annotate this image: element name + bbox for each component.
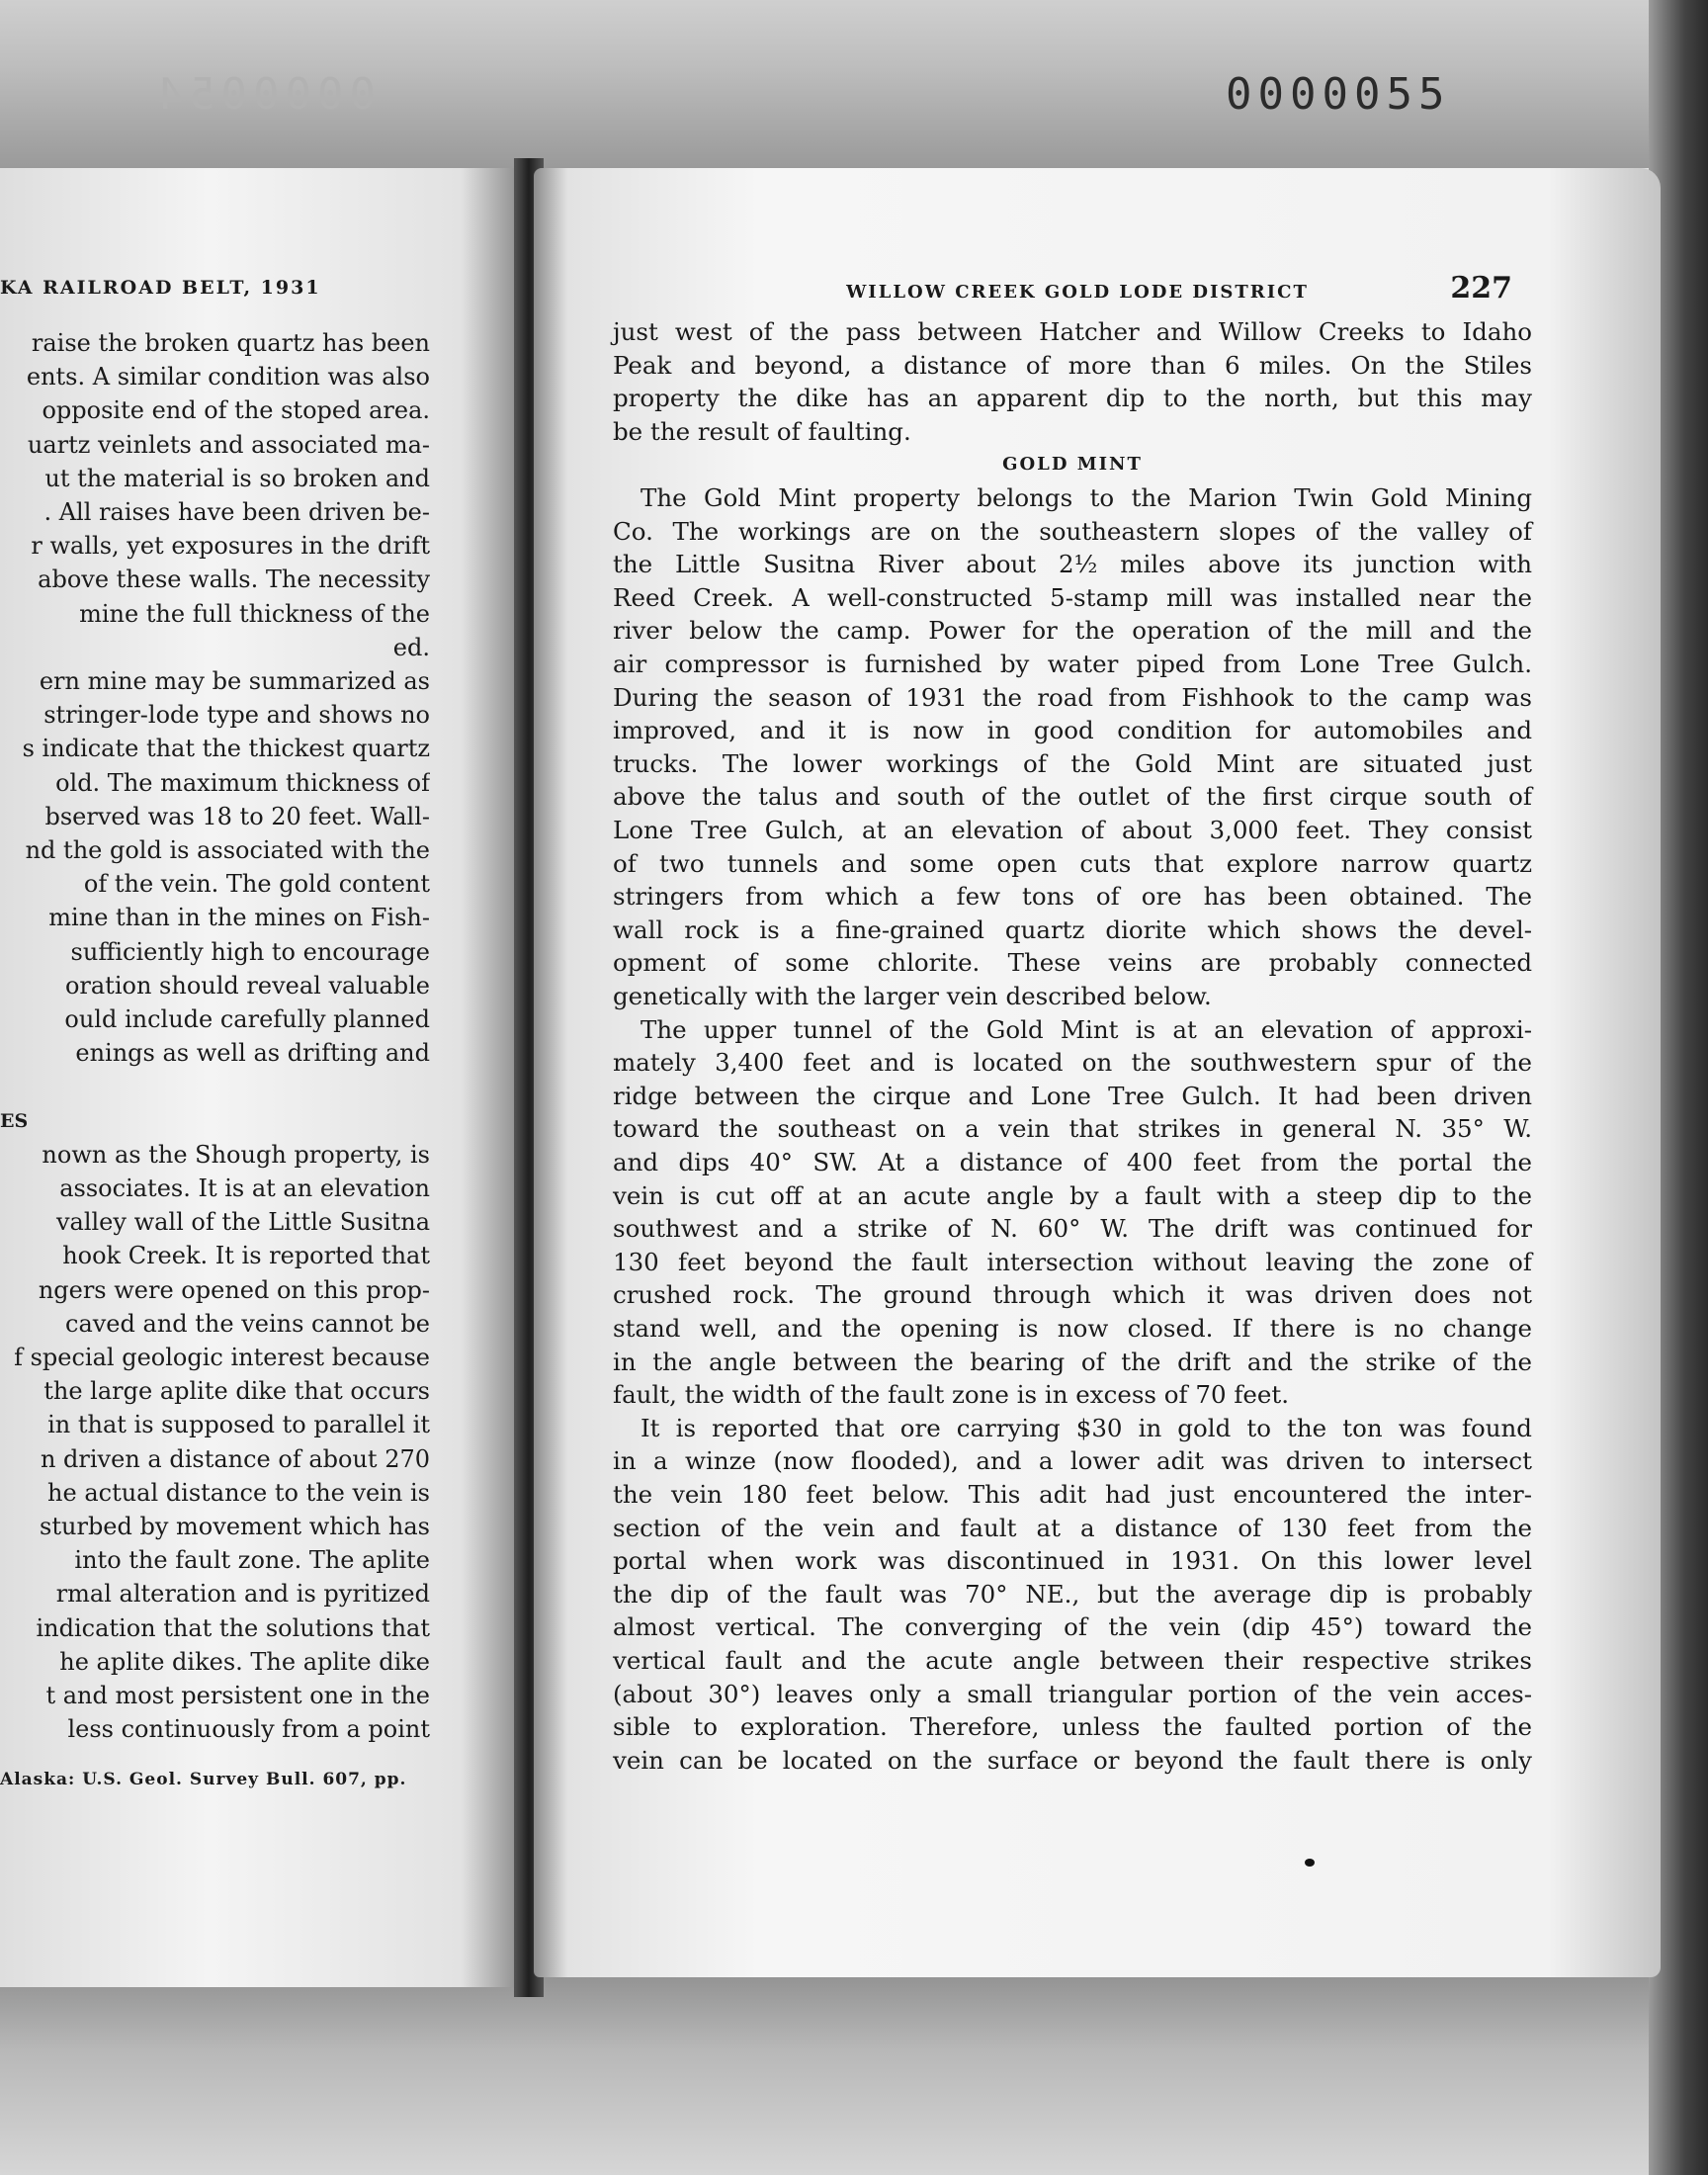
left-text-line: raise the broken quartz has been [31, 329, 430, 357]
left-text-line: of the vein. The gold content [83, 870, 430, 899]
right-text-line: southwest and a strike of N. 60° W. The drift was continued for [613, 1214, 1532, 1244]
right-text-line: toward the southeast on a vein that strikes in general N. 35° W. [613, 1114, 1532, 1144]
left-text-line: ern mine may be summarized as [39, 667, 430, 695]
right-text-line: stand well, and the opening is now closed. If there is no change [613, 1314, 1532, 1343]
right-text-line: It is reported that ore carrying $30 in gold to the ton was found [640, 1413, 1532, 1442]
right-text-line: crushed rock. The ground through which it was driven does not [613, 1280, 1532, 1310]
left-text-line: indication that the solutions that [36, 1613, 430, 1642]
left-text-line: t and most persistent one in the [45, 1682, 430, 1709]
right-text-line: river below the camp. Power for the operation of the mill and the [613, 616, 1532, 646]
right-text-line: be the result of faulting. [613, 416, 911, 446]
left-text-line: s indicate that the thickest quartz [22, 735, 430, 763]
left-text-line: associates. It is at an elevation [59, 1174, 430, 1202]
left-page-text [0, 326, 430, 1744]
left-text-line: in that is supposed to parallel it [47, 1411, 430, 1439]
left-text-line: sufficiently high to encourage [70, 937, 430, 966]
right-text-line: wall rock is a fine-grained quartz diorite which shows the devel- [613, 914, 1532, 944]
left-text-line: ngers were opened on this prop- [38, 1275, 430, 1304]
left-page [0, 168, 524, 1987]
left-footnote: Alaska: U.S. Geol. Survey Bull. 607, pp. [0, 1770, 407, 1789]
page-number: 227 [1450, 271, 1512, 305]
right-page-text [613, 316, 1532, 1799]
right-text-line: mately 3,400 feet and is located on the southwestern spur of the [613, 1048, 1532, 1078]
left-text-line: ould include carefully planned [64, 1005, 430, 1033]
left-text-line: caved and the veins cannot be [65, 1309, 430, 1338]
document-stamp-number: 0000055 [1226, 69, 1451, 120]
right-text-line: in a winze (now flooded), and a lower adit was driven to intersect [613, 1446, 1532, 1476]
left-text-line: ents. A similar condition was also [26, 363, 430, 392]
right-text-line: the vein 180 feet below. This adit had just encountered the inter- [613, 1480, 1532, 1509]
right-text-line: genetically with the larger vein described below. [613, 982, 1212, 1010]
left-text-line: nown as the Shough property, is [42, 1140, 430, 1169]
left-text-line: stringer-lode type and shows no [43, 701, 430, 730]
right-text-line: Co. The workings are on the southeastern slopes of the valley of [613, 516, 1532, 546]
right-text-line: the dip of the fault was 70° NE., but the average dip is probably [613, 1579, 1532, 1609]
right-text-line: just west of the pass between Hatcher and Willow Creeks to Idaho [613, 317, 1532, 346]
right-text-line: trucks. The lower workings of the Gold Mint are situated just [613, 748, 1532, 778]
right-text-line: fault, the width of the fault zone is in excess of 70 feet. [613, 1380, 1290, 1410]
left-text-line: mine than in the mines on Fish- [48, 904, 430, 932]
right-text-line: The upper tunnel of the Gold Mint is at an elevation of approxi- [640, 1014, 1532, 1044]
left-text-line: valley wall of the Little Susitna [55, 1208, 430, 1237]
left-text-line: uartz veinlets and associated ma- [27, 430, 430, 459]
left-text-line [0, 1070, 430, 1103]
left-text-line: he aplite dikes. The aplite dike [59, 1647, 430, 1676]
left-text-line: into the fault zone. The aplite [74, 1546, 430, 1575]
right-text-line: stringers from which a few tons of ore has been obtained. The [613, 882, 1532, 912]
left-text-line: . All raises have been driven be- [43, 498, 430, 526]
left-text-line: f special geologic interest because [14, 1344, 430, 1371]
right-text-line: Reed Creek. A well-constructed 5-stamp mill was installed near the [613, 582, 1532, 612]
left-text-line: bserved was 18 to 20 feet. Wall- [44, 802, 430, 830]
right-text-line: of two tunnels and some open cuts that explore narrow quartz [613, 848, 1532, 878]
right-text-line: 130 feet beyond the fault intersection without leaving the zone of [613, 1247, 1532, 1276]
right-text-line: vein can be located on the surface or beyond the fault there is only [613, 1745, 1532, 1775]
right-text-line: Lone Tree Gulch, at an elevation of about 3,000 feet. They consist [613, 816, 1532, 844]
left-text-line: opposite end of the stoped area. [42, 396, 430, 425]
right-text-line: During the season of 1931 the road from Fishhook to the camp was [613, 682, 1532, 712]
left-text-line: enings as well as drifting and [75, 1039, 430, 1068]
left-text-line: hook Creek. It is reported that [62, 1242, 430, 1270]
ink-mark [1305, 1859, 1315, 1867]
left-text-line: ES [0, 1109, 29, 1132]
right-text-line: opment of some chlorite. These veins are probably connected [613, 948, 1532, 978]
scan-bottom-shadow [0, 1967, 1708, 2175]
right-text-line: air compressor is furnished by water piped from Lone Tree Gulch. [613, 650, 1532, 678]
left-text-line: less continuously from a point [67, 1715, 430, 1744]
right-text-line: improved, and it is now in good condition for automobiles and [613, 716, 1532, 745]
left-text-line: old. The maximum thickness of [55, 768, 430, 797]
left-text-line: nd the gold is associated with the [25, 836, 430, 864]
left-text-line: n driven a distance of about 270 [40, 1444, 430, 1473]
left-running-head: KA RAILROAD BELT, 1931 [0, 277, 321, 299]
right-text-line: above the talus and south of the outlet of the first cirque south of [613, 782, 1532, 812]
right-text-line: sible to exploration. Therefore, unless the faulted portion of the [613, 1712, 1532, 1742]
left-text-line: he actual distance to the vein is [47, 1478, 430, 1507]
left-text-line: r walls, yet exposures in the drift [31, 532, 430, 561]
bleed-through-stamp: 0000054 [150, 69, 376, 120]
left-text-line: ed. [392, 633, 430, 661]
left-text-line: sturbed by movement which has [40, 1513, 430, 1540]
left-text-line: rmal alteration and is pyritized [55, 1580, 430, 1609]
right-text-line: and dips 40° SW. At a distance of 400 feet from the portal the [613, 1148, 1532, 1176]
right-page [534, 168, 1661, 1977]
left-text-line: oration should reveal valuable [64, 971, 430, 1000]
section-heading: GOLD MINT [1002, 454, 1143, 476]
right-text-line: Peak and beyond, a distance of more than 6 miles. On the Stiles [613, 350, 1532, 380]
right-text-line: property the dike has an apparent dip to the north, but this may [613, 384, 1532, 413]
right-text-line: ridge between the cirque and Lone Tree Gulch. It had been driven [613, 1081, 1532, 1110]
right-text-line: section of the vein and fault at a distance of 130 feet from the [613, 1513, 1532, 1542]
right-text-line: portal when work was discontinued in 1931. On this lower level [613, 1546, 1532, 1576]
left-text-line: above these walls. The necessity [38, 566, 430, 594]
right-text-line: The Gold Mint property belongs to the Marion Twin Gold Mining [640, 483, 1532, 512]
right-text-line: almost vertical. The converging of the vein (dip 45°) toward the [613, 1612, 1532, 1642]
right-text-line: vein is cut off at an acute angle by a fault with a steep dip to the [613, 1180, 1532, 1210]
left-text-line: ut the material is so broken and [44, 464, 430, 492]
right-text-line: the Little Susitna River about 2½ miles above its junction with [613, 550, 1532, 579]
right-text-line: vertical fault and the acute angle between their respective strikes [613, 1646, 1532, 1675]
right-running-head: WILLOW CREEK GOLD LODE DISTRICT [846, 282, 1309, 303]
left-text-line: the large aplite dike that occurs [43, 1377, 430, 1406]
left-text-line: mine the full thickness of the [79, 599, 430, 628]
right-text-line: in the angle between the bearing of the drift and the strike of the [613, 1347, 1532, 1376]
right-text-line: (about 30°) leaves only a small triangular portion of the vein acces- [613, 1679, 1532, 1708]
